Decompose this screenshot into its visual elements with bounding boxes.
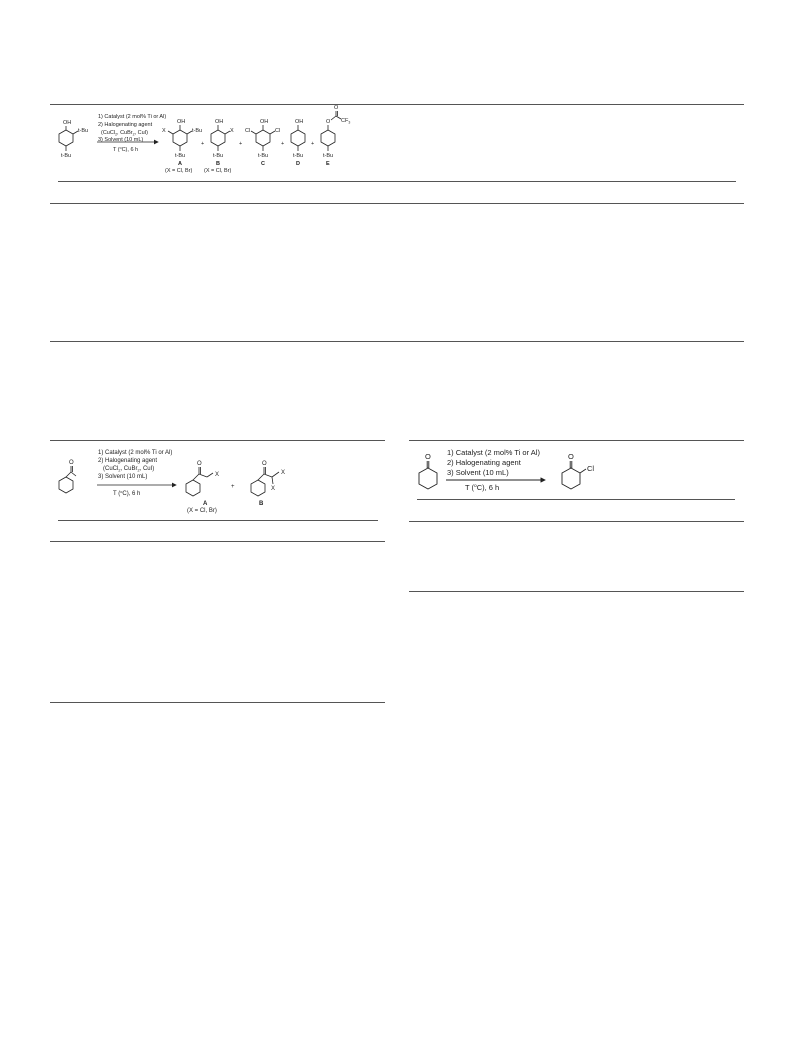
scheme1-e-o: O bbox=[326, 119, 331, 125]
scheme1-a-tbu-para: t-Bu bbox=[175, 153, 186, 159]
scheme2-starting-material bbox=[59, 466, 76, 493]
scheme1-plus-4: + bbox=[311, 141, 315, 147]
scheme2-text bbox=[69, 450, 285, 514]
scheme3-product bbox=[562, 461, 586, 489]
scheme1-c-cl-left: Cl bbox=[245, 128, 251, 134]
scheme3-conditions: T ($^o$C), 6 h bbox=[465, 483, 500, 492]
scheme1-a-oh: OH bbox=[177, 119, 186, 125]
scheme1-c-cl-right: Cl bbox=[275, 128, 281, 134]
scheme1-sm-oh: OH bbox=[63, 120, 72, 126]
scheme2-plus: + bbox=[231, 484, 235, 490]
scheme3-sm-o: O bbox=[425, 452, 431, 461]
scheme1-reagent-3: (CuCl$_2$, CuBr$_2$, CuI) bbox=[101, 130, 149, 137]
scheme1-e-carbonyl-o: O bbox=[334, 105, 339, 111]
scheme3-product-cl: Cl bbox=[587, 464, 595, 473]
scheme3-reagent-1: 1) Catalyst (2 mol% Ti or Al) bbox=[447, 448, 540, 457]
scheme3-starting-material bbox=[419, 461, 437, 489]
scheme1-d-oh: OH bbox=[295, 119, 304, 125]
scheme2-reagent-2: 2) Halogenating agent bbox=[98, 458, 158, 464]
scheme2-reagent-4: 3) Solvent (10 mL) bbox=[98, 474, 148, 480]
scheme2-label-b: B bbox=[259, 501, 264, 507]
scheme1-product-a bbox=[168, 125, 192, 151]
scheme2-sm-o: O bbox=[69, 460, 74, 466]
scheme1-label-c: C bbox=[261, 161, 265, 167]
scheme1-a-tbu: t-Bu bbox=[192, 128, 203, 134]
scheme1-reagent-4: 3) Solvent (10 mL) bbox=[98, 137, 144, 143]
scheme1-a-x: X bbox=[162, 128, 166, 134]
scheme1-reagent-2: 2) Halogenating agent bbox=[98, 122, 153, 128]
scheme1-b-tbu: t-Bu bbox=[213, 153, 224, 159]
scheme1-d-tbu: t-Bu bbox=[293, 153, 304, 159]
scheme2-product-a bbox=[186, 467, 213, 496]
scheme1-conditions: T ($^o$C), 6 h bbox=[113, 146, 139, 153]
scheme3-reagent-3: 3) Solvent (10 mL) bbox=[447, 468, 509, 477]
scheme1-plus-3: + bbox=[281, 141, 285, 147]
scheme1-product-d bbox=[291, 125, 305, 151]
scheme1-product-e bbox=[321, 111, 341, 151]
scheme1-label-a: A bbox=[178, 161, 182, 167]
scheme1-sm-tbu-ortho: t-Bu bbox=[78, 128, 89, 134]
scheme2-b-x-top: X bbox=[281, 470, 286, 476]
scheme3-product-o: O bbox=[568, 452, 574, 461]
scheme1-plus-2: + bbox=[239, 141, 243, 147]
scheme2-conditions: T ($^o$C), 6 h bbox=[113, 490, 141, 497]
scheme1-c-tbu: t-Bu bbox=[258, 153, 269, 159]
scheme2-a-x: X bbox=[215, 472, 220, 478]
scheme2-b-o: O bbox=[262, 461, 267, 467]
scheme1-b-x: X bbox=[230, 128, 234, 134]
scheme1-label-b: B bbox=[216, 161, 220, 167]
scheme2-reagent-1: 1) Catalyst (2 mol% Ti or Al) bbox=[98, 450, 173, 456]
scheme3-text bbox=[425, 448, 594, 492]
scheme1-label-e: E bbox=[326, 161, 330, 167]
scheme1-product-b bbox=[211, 125, 230, 151]
scheme1-product-c bbox=[251, 125, 275, 151]
scheme1-label-d: D bbox=[296, 161, 300, 167]
scheme1-e-cf3: $CF_3$ bbox=[341, 118, 351, 125]
scheme3-reagent-2: 2) Halogenating agent bbox=[447, 458, 521, 467]
scheme2-label-a: A bbox=[203, 501, 208, 507]
scheme1-text bbox=[61, 105, 350, 174]
scheme1-note-a: (X = Cl, Br) bbox=[165, 168, 193, 174]
scheme1-e-tbu: t-Bu bbox=[323, 153, 334, 159]
scheme2 bbox=[59, 466, 279, 496]
scheme1-reagent-1: 1) Catalyst (2 mol% Ti or Al) bbox=[98, 114, 167, 120]
scheme1-b-oh: OH bbox=[215, 119, 224, 125]
scheme1-plus-1: + bbox=[201, 141, 205, 147]
scheme1-sm-tbu-para: t-Bu bbox=[61, 153, 72, 159]
scheme2-note-a: (X = Cl, Br) bbox=[187, 508, 217, 514]
scheme2-b-x-bottom: X bbox=[271, 486, 276, 492]
scheme1-c-oh: OH bbox=[260, 119, 269, 125]
scheme1-note-b: (X = Cl, Br) bbox=[204, 168, 232, 174]
scheme1-starting-material bbox=[59, 126, 78, 151]
scheme2-reagent-3: (CuCl$_2$, CuBr$_2$, CuI) bbox=[103, 466, 155, 473]
scheme2-a-o: O bbox=[197, 461, 202, 467]
